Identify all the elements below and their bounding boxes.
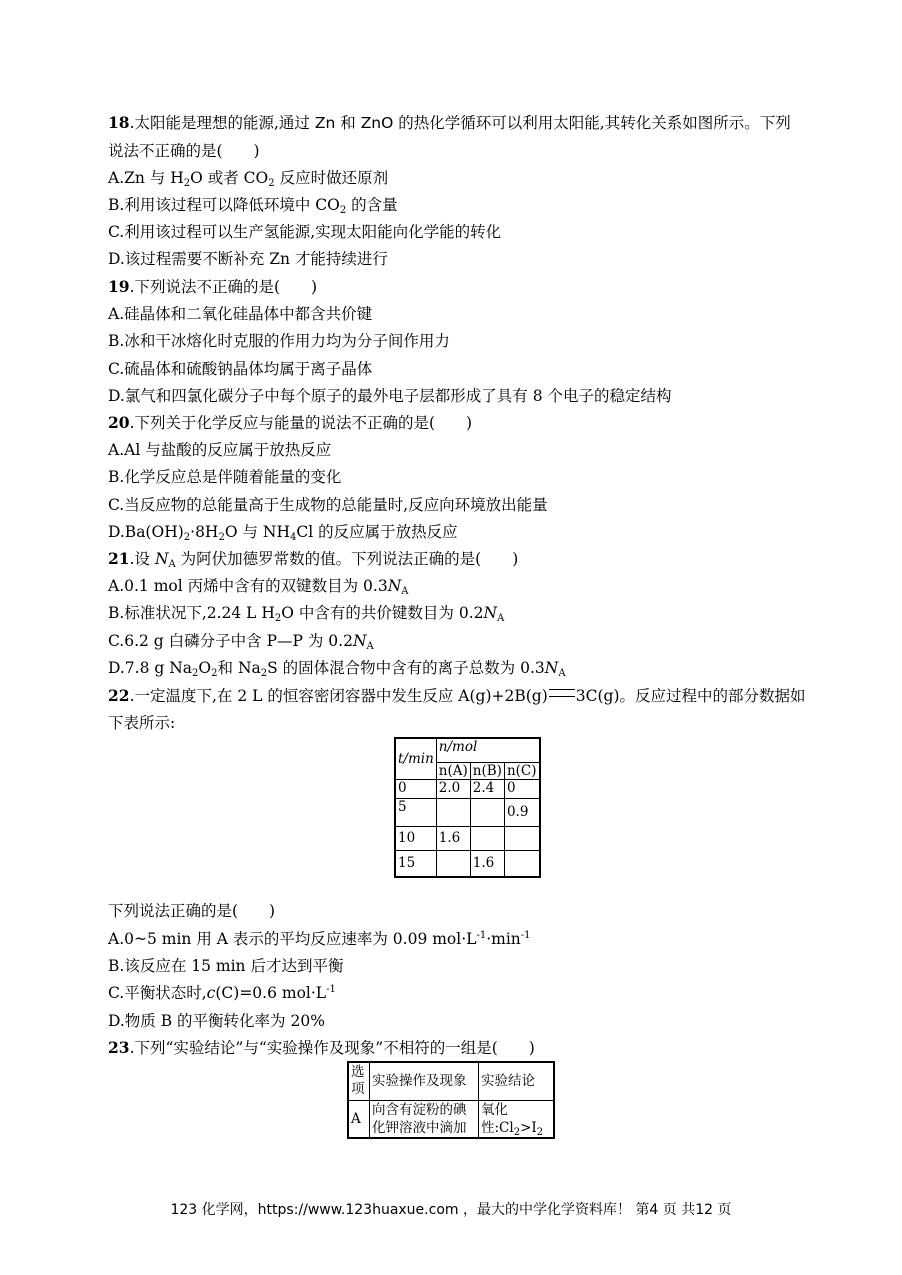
table-header-time: t/min	[395, 738, 436, 779]
q20-option-c: C.当反应物的总能量高于生成物的总能量时,反应向环境放出能量	[108, 496, 548, 514]
q19-number: 19	[108, 277, 130, 296]
q22-number: 22	[108, 686, 130, 705]
q18-option-b: B.利用该过程可以降低环境中 $CO_2$ 的含量	[108, 196, 398, 216]
table-row: 0 2.0 2.4 0	[395, 779, 540, 798]
q22-option-d: D.物质 B 的平衡转化率为 20%	[108, 1012, 325, 1030]
equilibrium-sign-icon	[549, 689, 575, 697]
q21-option-b: B.标准状况下,2.24 L $H_2O$ 中含有的共价键数目为 $0.2N_A$	[108, 604, 505, 624]
table-header-amount: n/mol	[436, 738, 539, 762]
q21-number: 21	[108, 549, 130, 568]
table-header-conclusion: 实验结论	[479, 1062, 555, 1100]
q18-stem-line2: 说法不正确的是( )	[108, 142, 260, 160]
table-header-operation: 实验操作及现象	[370, 1062, 479, 1100]
q20-option-d: $D.Ba(OH)_2\cdot 8H_2O$ 与 $NH_4Cl$ 的反应属于放热反应	[108, 523, 458, 543]
table-header-option: 选项	[348, 1062, 370, 1100]
q21-option-a: A.0.1 mol 丙烯中含有的双键数目为 $0.3N_A$	[108, 577, 409, 597]
q23-data-table	[347, 1061, 555, 1139]
q22-option-b: B.该反应在 15 min 后才达到平衡	[108, 957, 344, 975]
q22-option-c: C.平衡状态时,c(C)=0.6 $mol\cdot L^{-1}$	[108, 984, 336, 1002]
q20-number: 20	[108, 413, 130, 432]
q19-option-a: A.硅晶体和二氧化硅晶体中都含共价键	[108, 305, 373, 323]
table-row: 10 1.6	[395, 826, 540, 850]
q18-option-a: A.Zn 与 $H_2O$ 或者 $CO_2$ 反应时做还原剂	[108, 169, 389, 189]
q21-option-c: C.6.2 g 白磷分子中含 P—P 为 $0.2N_A$	[108, 632, 374, 652]
q18-stem-line1: 18.太阳能是理想的能源,通过 Zn 和 ZnO 的热化学循环可以利用太阳能,其转化关系如图所示。下列	[108, 113, 791, 132]
q23-number: 23	[108, 1038, 130, 1057]
q19-option-c: C.硫晶体和硫酸钠晶体均属于离子晶体	[108, 360, 373, 378]
q23-stem: 23.下列“实验结论”与“实验操作及现象”不相符的一组是( )	[108, 1038, 535, 1057]
table-header-nA: n(A)	[436, 762, 470, 779]
q19-stem: 19.下列说法不正确的是( )	[108, 277, 318, 296]
q22-stem-line1: 22.一定温度下,在 2 L 的恒容密闭容器中发生反应 A(g)+2B(g) 3C(g)。反应过程中的部分数据如	[108, 686, 806, 705]
q18-number: 18	[108, 113, 130, 132]
table-row: 5 0.9	[395, 798, 540, 826]
q18-option-c: C.利用该过程可以生产氢能源,实现太阳能向化学能的转化	[108, 223, 502, 241]
q18-option-d: D.该过程需要不断补充 Zn 才能持续进行	[108, 250, 388, 268]
q21-stem: 21.设 $N_A$ 为阿伏加德罗常数的值。下列说法正确的是( )	[108, 549, 519, 570]
q20-option-a: A.Al 与盐酸的反应属于放热反应	[108, 441, 332, 459]
page-footer: 123 化学网，https://www.123huaxue.com ，最大的中学化学资料库！ 第4 页 共12 页	[170, 1202, 732, 1218]
q22-stem2: 下列说法正确的是( )	[108, 902, 276, 920]
q22-data-table	[394, 737, 541, 878]
table-header-nB: n(B)	[470, 762, 504, 779]
q20-option-b: B.化学反应总是伴随着能量的变化	[108, 468, 342, 486]
q19-option-d: D.氯气和四氯化碳分子中每个原子的最外电子层都形成了具有 8 个电子的稳定结构	[108, 387, 672, 405]
q21-option-d: D.7.8 g $Na_2O_2$和 $Na_2S$ 的固体混合物中含有的离子总数为 $0.3N_A$	[108, 659, 566, 679]
q22-stem-line2: 下表所示:	[108, 714, 176, 732]
q20-stem: 20.下列关于化学反应与能量的说法不正确的是( )	[108, 413, 473, 432]
q22-option-a: A.0~5 min 用 A 表示的平均反应速率为 0.09 $mol\cdot L^{-1}\cdot\min^{-1}$	[108, 930, 531, 948]
table-row: 15 1.6	[395, 850, 540, 877]
q19-option-b: B.冰和干冰熔化时克服的作用力均为分子间作用力	[108, 332, 450, 350]
table-row: A 向含有淀粉的碘化钾溶液中滴加 氧化性$:Cl_2>I_2$	[348, 1100, 554, 1138]
table-header-nC: n(C)	[504, 762, 539, 779]
